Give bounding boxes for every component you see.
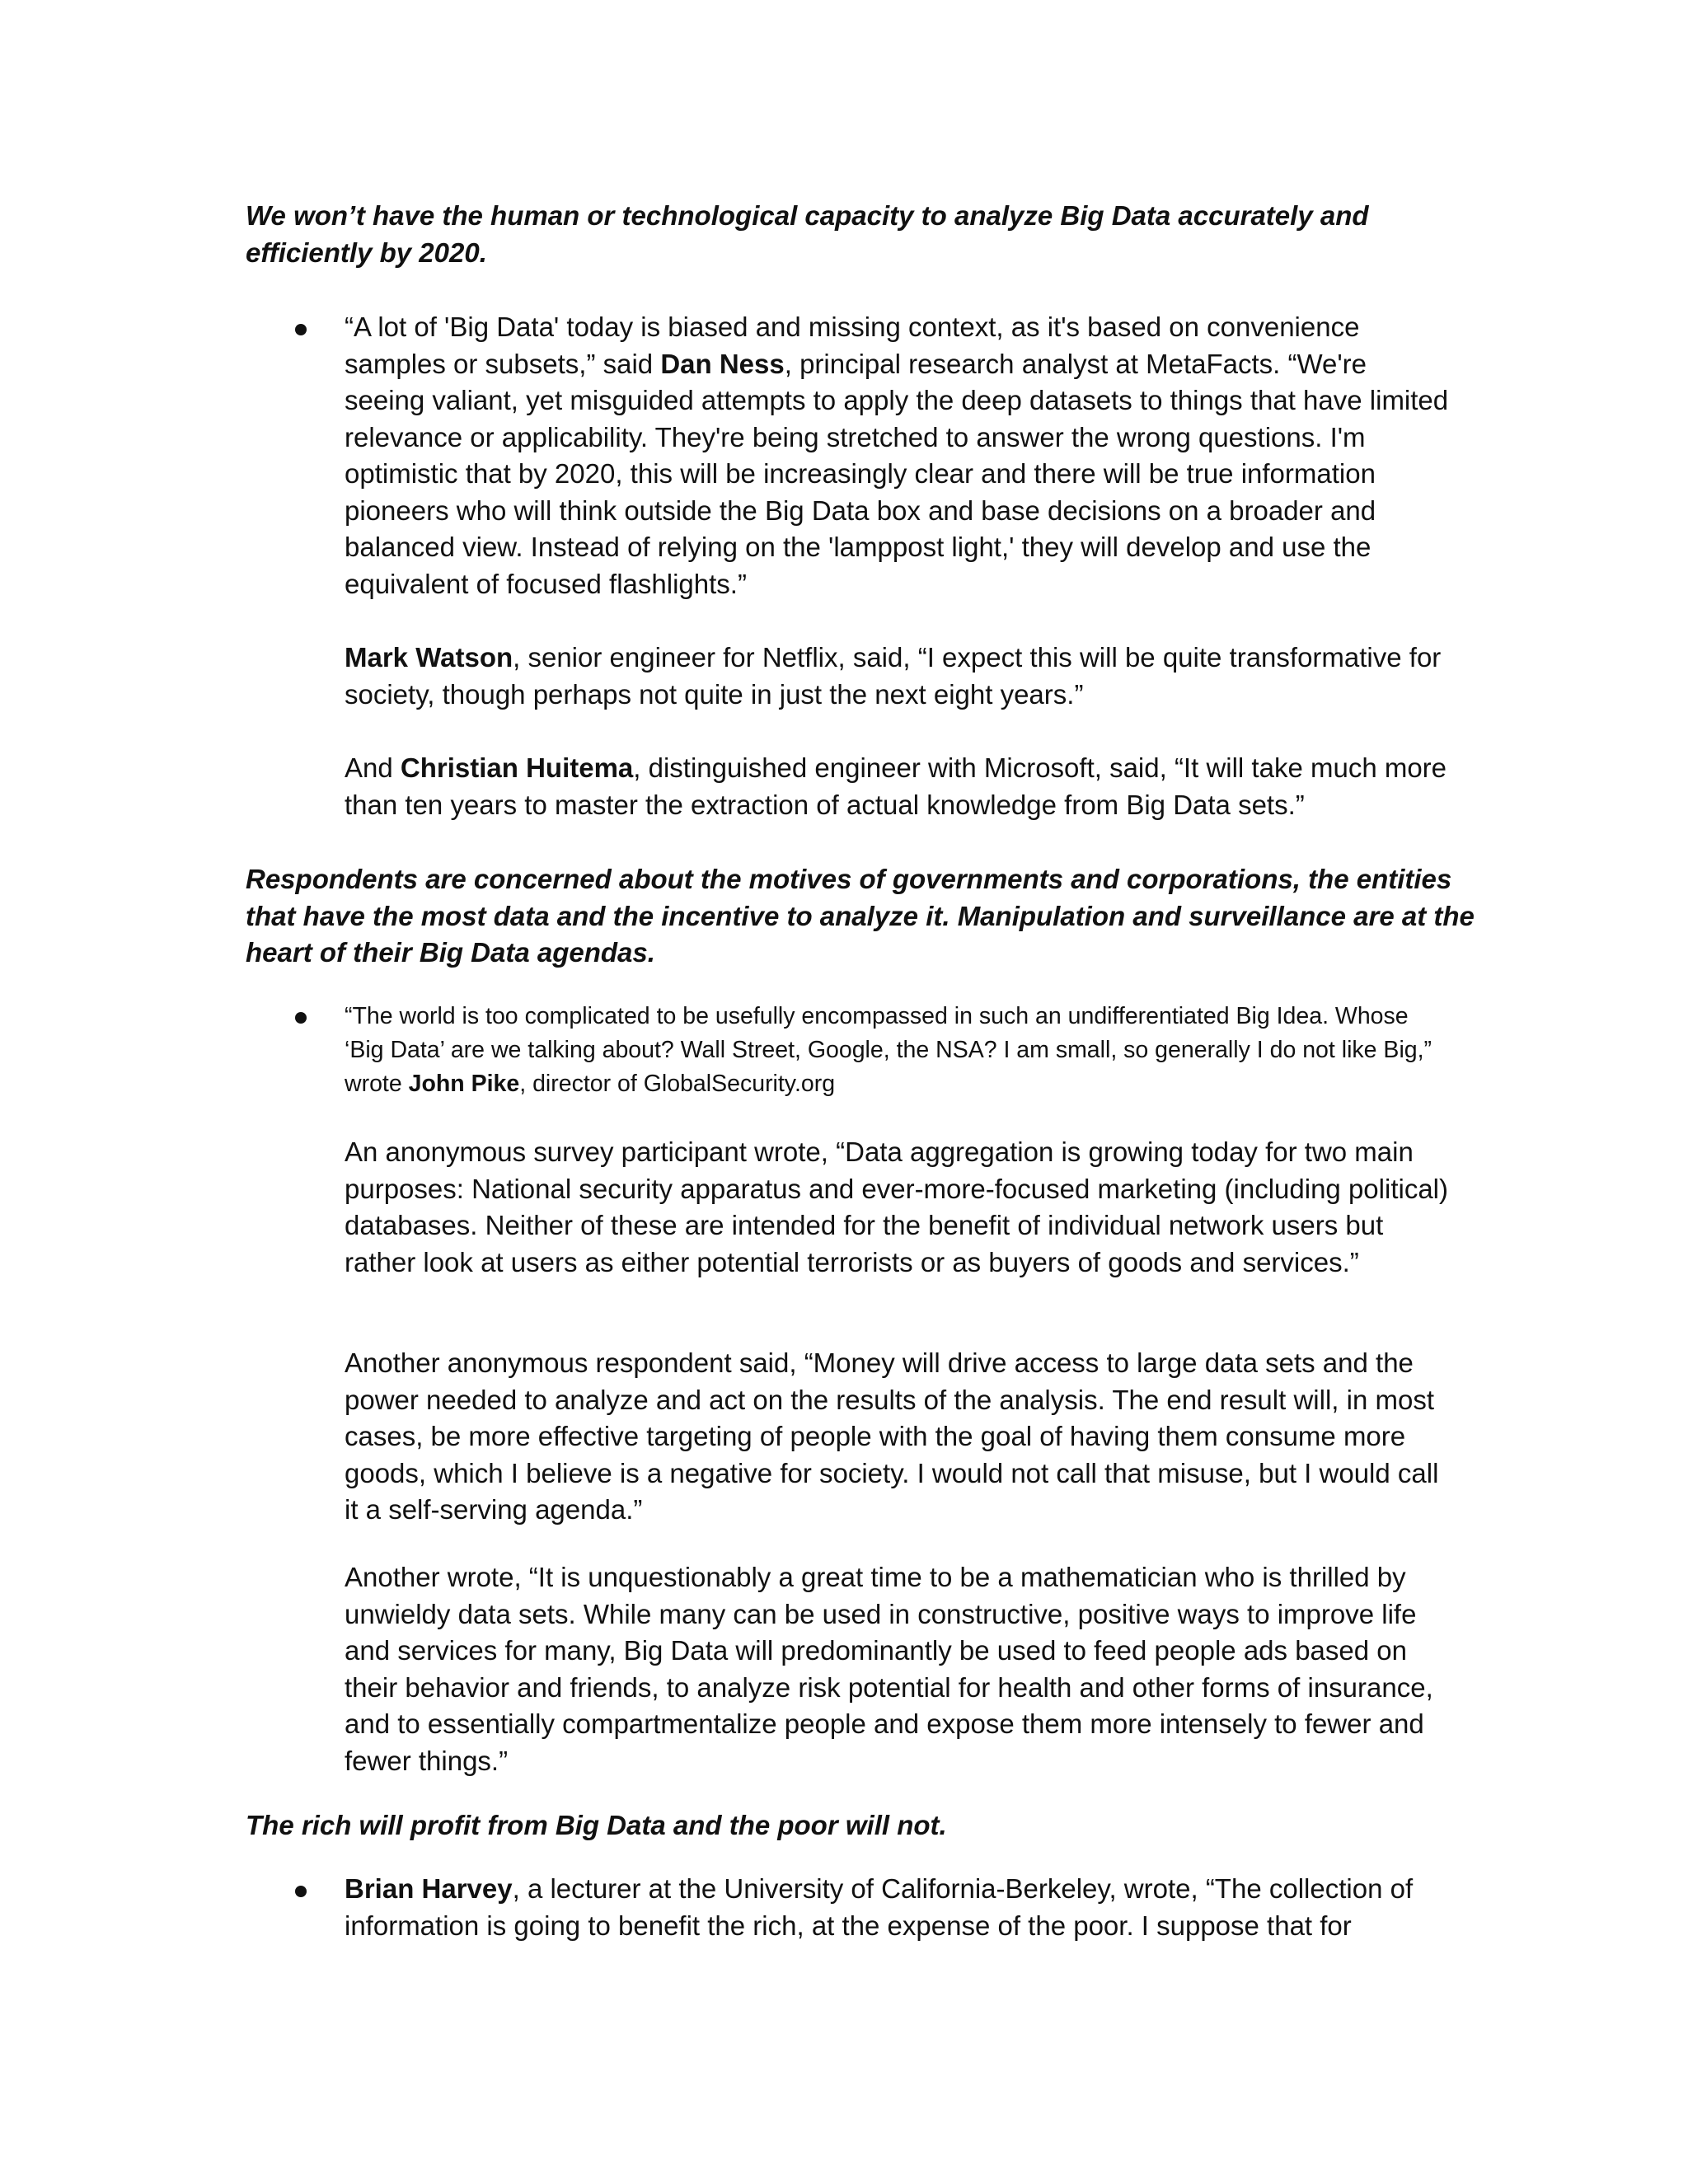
quote-paragraph: An anonymous survey participant wrote, “Data aggregation is growing today for two main purposes: National security apparatus and ever-more-focused marketing (including political) databases. Neither of these are intended for the benefit of individual network users but rather look at users as either potential terrorists or as buyers of goods and services.”: [345, 1137, 1448, 1277]
bullet-marker: [295, 1012, 307, 1024]
section-heading: We won’t have the human or technological capacity to analyze Big Data accurately and efficiently by 2020.: [246, 200, 1369, 268]
speaker-name: John Pike: [408, 1071, 520, 1097]
section-heading: Respondents are concerned about the motives of governments and corporations, the entities that have the most data and the incentive to analyze it. Manipulation and surveillance are at the heart of their Big Data agendas.: [246, 864, 1475, 968]
bullet-marker: [295, 324, 307, 335]
speaker-name: Mark Watson: [345, 642, 513, 673]
speaker-name: Christian Huitema: [400, 752, 634, 783]
quote-paragraph: Mark Watson, senior engineer for Netflix, said, “I expect this will be quite transformative for society, though perhaps not quite in just the next eight years.”: [345, 642, 1442, 710]
quote-paragraph: “A lot of 'Big Data' today is biased and missing context, as it's based on convenience samples or subsets,” said Dan Ness, principal research analyst at MetaFacts. “We're seeing valiant, yet misguided attempts to apply the deep datasets to things that have limited relevance or applicability. They're being stretched to answer the wrong questions. I'm optimistic that by 2020, this will be increasingly clear and there will be true information pioneers who will think outside the Big Data box and base decisions on a broader and balanced view. Instead of relying on the 'lamppost light,' they will develop and use the equivalent of focused flashlights.”: [345, 312, 1449, 599]
speaker-name: Dan Ness: [660, 348, 785, 379]
quote-paragraph: Another anonymous respondent said, “Money will drive access to large data sets and the power needed to analyze and act on the results of the analysis. The end result will, in most cases, be more effective targeting of people with the goal of having them consume more goods, which I believe is a negative for society. I would not call that misuse, but I would call it a self-serving agenda.”: [345, 1347, 1439, 1525]
bullet-marker: [295, 1886, 307, 1897]
quote-paragraph: And Christian Huitema, distinguished engineer with Microsoft, said, “It will take much more than ten years to master the extraction of actual knowledge from Big Data sets.”: [345, 752, 1447, 820]
section-heading: The rich will profit from Big Data and the poor will not.: [246, 1810, 947, 1840]
speaker-name: Brian Harvey: [345, 1873, 513, 1904]
quote-paragraph: “The world is too complicated to be usefully encompassed in such an undifferentiated Big Idea. Whose ‘Big Data’ are we talking about? Wall Street, Google, the NSA? I am small, so generally I do not like Big,” wrote John Pike, director of GlobalSecurity.org: [345, 1003, 1432, 1097]
quote-paragraph: Another wrote, “It is unquestionably a great time to be a mathematician who is thrilled by unwieldy data sets. While many can be used in constructive, positive ways to improve life and services for many, Big Data will predominantly be used to feed people ads based on their behavior and friends, to analyze risk potential for health and other forms of insurance, and to essentially compartmentalize people and expose them more intensely to fewer and fewer things.”: [345, 1562, 1433, 1776]
quote-paragraph: Brian Harvey, a lecturer at the University of California-Berkeley, wrote, “The collection of information is going to benefit the rich, at the expense of the poor. I suppose that for: [345, 1873, 1414, 1941]
